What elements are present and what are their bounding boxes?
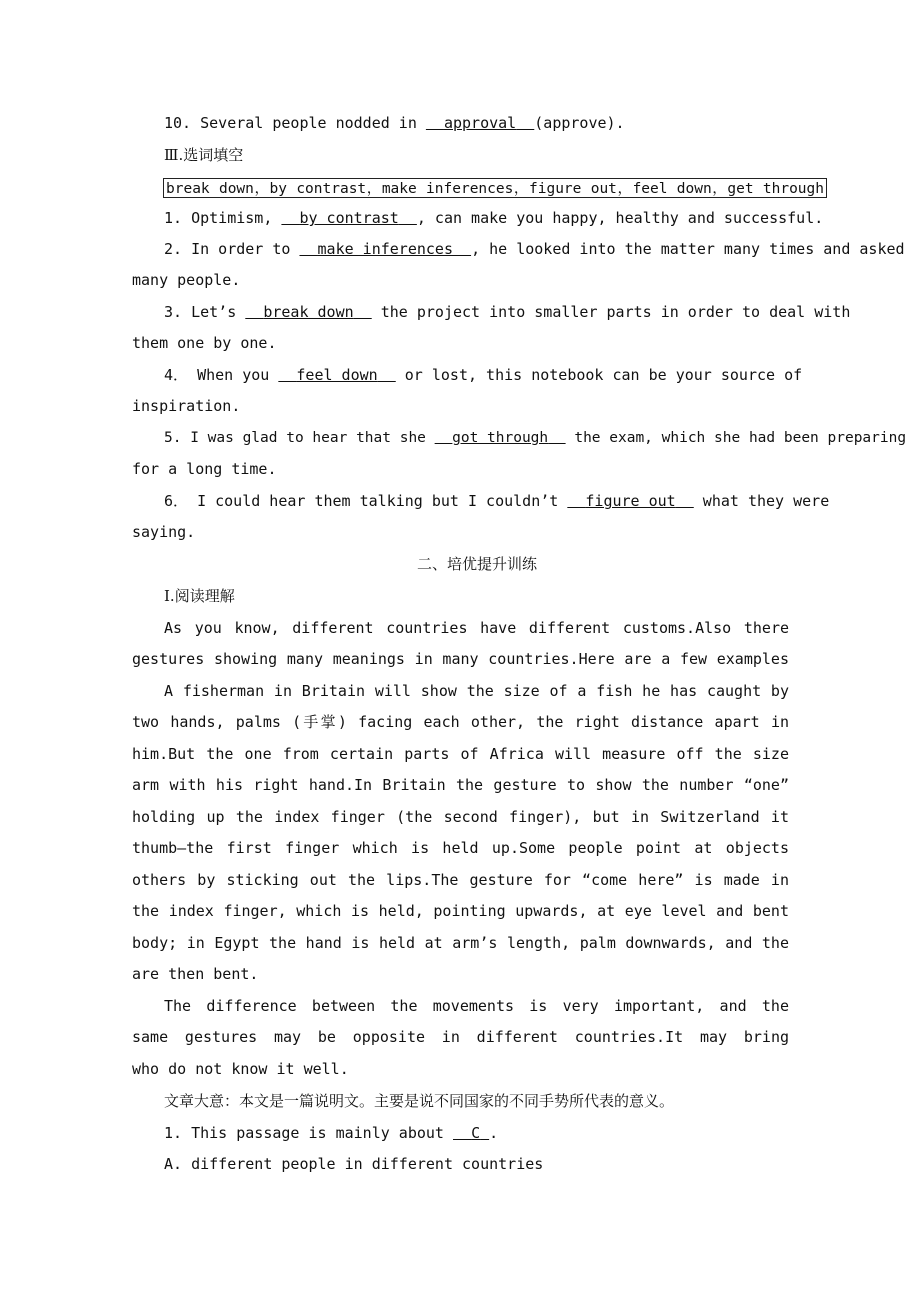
passage-line: others by sticking out the lips.The gesture for “come here” is made in	[132, 871, 789, 889]
passage-line: As you know, different countries have different customs.Also there	[164, 619, 789, 637]
passage-line: gestures showing many meanings in many countries.Here are a few examples	[132, 650, 789, 668]
reading-question-1: 1. This passage is mainly about C .	[164, 1124, 499, 1142]
vocab-item-6: 6． I could hear them talking but I couldn’t figure out what they were	[164, 492, 830, 510]
option-a: A. different people in different countries	[164, 1155, 544, 1173]
answer-blank: figure out	[585, 492, 676, 510]
passage-line: same gestures may be opposite in different countries.It may bring	[132, 1028, 789, 1046]
answer-blank: C	[471, 1124, 481, 1142]
vocab-item-3-continued: them one by one.	[132, 334, 277, 352]
passage-line: arm with his right hand.In Britain the gesture to show the number “one”	[132, 776, 789, 794]
vocab-item-4: 4． When you feel down or lost, this notebook can be your source of	[164, 366, 803, 384]
vocab-item-3: 3. Let’s break down the project into smaller parts in order to deal with	[164, 303, 851, 321]
answer-blank: got through	[452, 430, 549, 446]
vocab-item-4-continued: inspiration.	[132, 397, 241, 415]
vocab-item-5-continued: for a long time.	[132, 460, 277, 478]
passage-line: two hands, palms (手掌) facing each other, the right distance apart in	[132, 713, 789, 731]
vocab-item-2: 2. In order to make inferences , he looked into the matter many times and asked	[164, 240, 905, 258]
passage-summary: 文章大意：本文是一篇说明文。主要是说不同国家的不同手势所代表的意义。	[164, 1092, 675, 1110]
reading-heading: Ⅰ.阅读理解	[164, 587, 235, 605]
word-bank-box: break down，by contrast，make inferences，figure out，feel down，get through	[163, 178, 827, 198]
answer-blank: by contrast	[299, 209, 399, 227]
passage-line: the index finger, which is held, pointing upwards, at eye level and bent	[132, 902, 789, 920]
question-number: 10.	[164, 114, 192, 132]
answer-blank: approval	[443, 114, 517, 132]
passage-line: who do not know it well.	[132, 1060, 349, 1078]
section-heading-vocab: Ⅲ.选词填空	[164, 146, 244, 164]
passage-line: holding up the index finger (the second finger), but in Switzerland it	[132, 808, 789, 826]
passage-line: body; in Egypt the hand is held at arm’s length, palm downwards, and the	[132, 934, 789, 952]
passage-line: A fisherman in Britain will show the size of a fish he has caught by	[164, 682, 789, 700]
passage-line: him.But the one from certain parts of Africa will measure off the size	[132, 745, 789, 763]
passage-line: thumb—the first finger which is held up.Some people point at objects	[132, 839, 789, 857]
vocab-item-6-continued: saying.	[132, 523, 196, 541]
answer-blank: make inferences	[317, 240, 453, 258]
part2-heading: 二、培优提升训练	[416, 555, 537, 573]
exercise-q10	[164, 113, 789, 133]
passage-line: The difference between the movements is very important, and the	[164, 997, 789, 1015]
vocab-item-2-continued: many people.	[132, 271, 241, 289]
question-hint: (approve).	[534, 114, 625, 132]
passage-line: are then bent.	[132, 965, 259, 983]
question-text: Several people nodded in	[200, 114, 417, 132]
answer-blank: break down	[263, 303, 354, 321]
answer-blank: feel down	[296, 366, 378, 384]
vocab-item-1: 1. Optimism, by contrast , can make you happy, healthy and successful.	[164, 209, 824, 227]
vocab-item-5: 5. I was glad to hear that she got through the exam, which she had been preparing	[164, 430, 907, 446]
